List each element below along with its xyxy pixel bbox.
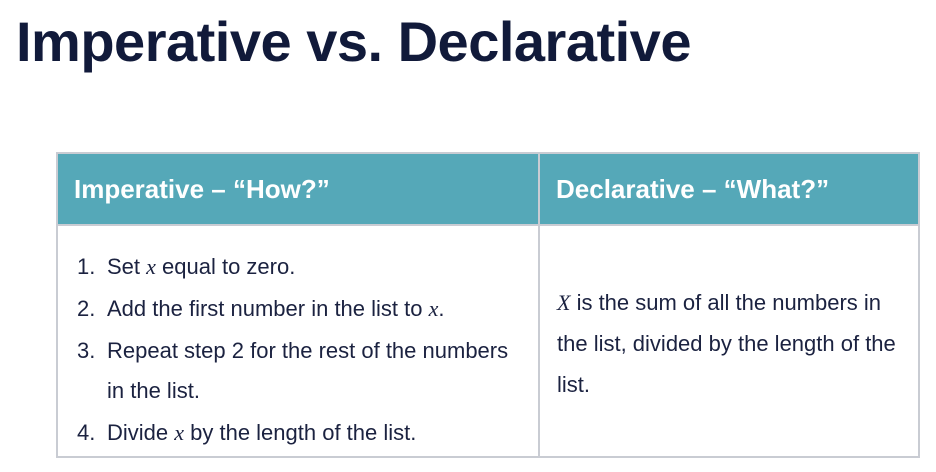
math-variable: x — [428, 296, 439, 321]
step-text-part: equal to zero. — [155, 254, 296, 279]
step-text — [107, 331, 537, 411]
step-text-part: Repeat step 2 for the rest of the numbers in the list. — [107, 338, 509, 403]
imperative-steps-list — [59, 227, 537, 453]
table-body-row — [57, 225, 919, 457]
step-text — [107, 247, 537, 287]
step-number: 2. — [77, 296, 96, 321]
step-number: 3. — [77, 338, 96, 363]
declarative-text-body: is the sum of all the numbers in the list, divided by the length of the list. — [557, 289, 896, 397]
math-variable: X — [557, 289, 571, 315]
step-text-part: . — [438, 296, 445, 321]
step-text-part: Add the first number in the list to — [107, 296, 429, 321]
step-item — [77, 247, 537, 287]
math-variable: x — [146, 254, 156, 279]
declarative-text — [541, 282, 917, 405]
table-header-row — [57, 153, 919, 225]
slide-title: Imperative vs. Declarative — [16, 10, 691, 73]
math-variable: x — [174, 420, 185, 445]
step-item — [77, 289, 537, 329]
comparison-table — [56, 152, 920, 458]
imperative-header: Imperative – “How?” — [57, 153, 539, 225]
step-text-part: by the length of the list. — [184, 420, 417, 445]
step-text-part: Set — [107, 254, 147, 279]
step-text-part: Divide — [107, 420, 175, 445]
step-number: 4. — [77, 420, 96, 445]
imperative-cell — [57, 225, 539, 457]
step-item — [77, 413, 537, 453]
step-text — [107, 413, 537, 453]
step-number: 1. — [77, 254, 96, 279]
step-item — [77, 331, 537, 411]
declarative-cell — [539, 225, 919, 457]
step-text — [107, 289, 537, 329]
declarative-header: Declarative – “What?” — [539, 153, 919, 225]
